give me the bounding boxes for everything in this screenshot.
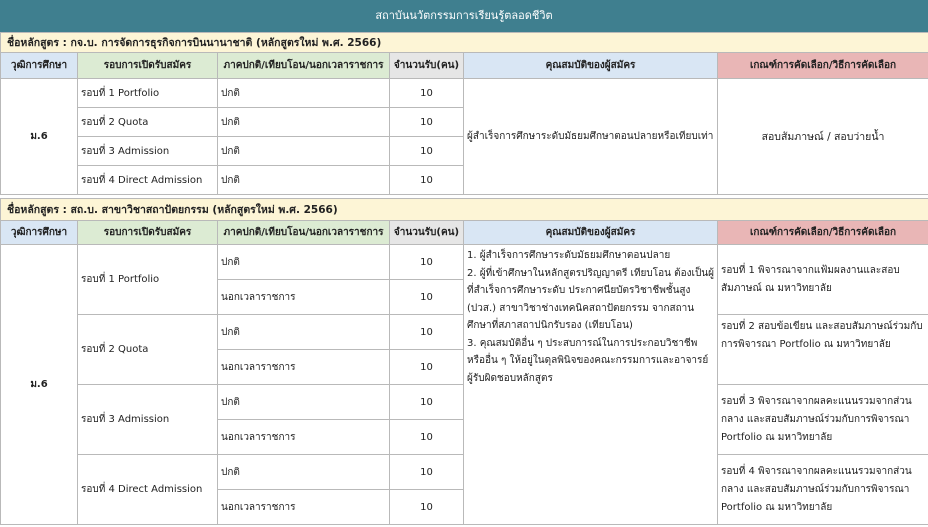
header-seats: จำนวนรับ(คน) <box>390 221 464 245</box>
term-cell: ปกติ <box>218 166 390 195</box>
program1-qualification: ผู้สำเร็จการศึกษาระดับมัธยมศึกษาตอนปลายหรือเทียบเท่า <box>464 79 718 195</box>
header-term: ภาคปกติ/เทียบโอน/นอกเวลาราชการ <box>218 53 390 79</box>
round-cell: รอบที่ 1 Portfolio <box>78 79 218 108</box>
seats-cell: 10 <box>390 420 464 455</box>
qualification-item: 3. คุณสมบัติอื่น ๆ ประสบการณ์ในการประกอบวิชาชีพ หรืออื่น ๆ ให้อยู่ในดุลพินิจของคณะกรรมการและอาจารย์ผู้รับผิดชอบหลักสูตร <box>467 337 709 384</box>
term-cell: ปกติ <box>218 455 390 490</box>
qualification-item: 2. ผู้ที่เข้าศึกษาในหลักสูตรปริญญาตรี เทียบโอน ต้องเป็นผู้ที่สำเร็จการศึกษาระดับ ประกาศนียบัตรวิชาชีพชั้นสูง (ปวส.) สาขาวิชาช่างเทคนิคสถาปัตยกรรม จากสถานศึกษาที่สภาสถาปนิกรับรอง (เทียบโอน) <box>467 267 714 331</box>
seats-cell: 10 <box>390 315 464 350</box>
round-cell: รอบที่ 3 Admission <box>78 385 218 455</box>
criteria-cell: รอบที่ 4 พิจารณาจากผลคะแนนรวมจากส่วนกลาง และสอบสัมภาษณ์ร่วมกับการพิจารณา Portfolio ณ มหาวิทยาลัย <box>718 455 928 525</box>
program2-qualification <box>464 245 718 525</box>
seats-cell: 10 <box>390 350 464 385</box>
criteria-cell: รอบที่ 2 สอบข้อเขียน และสอบสัมภาษณ์ร่วมกับการพิจารณา Portfolio ณ มหาวิทยาลัย <box>718 315 928 385</box>
header-qualification: คุณสมบัติของผู้สมัคร <box>464 53 718 79</box>
seats-cell: 10 <box>390 79 464 108</box>
program1-criteria: สอบสัมภาษณ์ / สอบว่ายน้ำ <box>718 79 928 195</box>
term-cell: นอกเวลาราชการ <box>218 490 390 525</box>
seats-cell: 10 <box>390 245 464 280</box>
term-cell: นอกเวลาราชการ <box>218 350 390 385</box>
criteria-cell: รอบที่ 1 พิจารณาจากแฟ้มผลงานและสอบสัมภาษณ์ ณ มหาวิทยาลัย <box>718 245 928 315</box>
program1-table <box>0 32 928 195</box>
header-qualification: คุณสมบัติของผู้สมัคร <box>464 221 718 245</box>
table-row <box>1 245 928 280</box>
term-cell: ปกติ <box>218 315 390 350</box>
term-cell: ปกติ <box>218 137 390 166</box>
term-cell: ปกติ <box>218 108 390 137</box>
program2-name: ชื่อหลักสูตร : สถ.บ. สาขาวิชาสถาปัตยกรรม (หลักสูตรใหม่ พ.ศ. 2566) <box>1 199 928 221</box>
program2-education: ม.6 <box>1 245 78 525</box>
header-criteria: เกณฑ์การคัดเลือก/วิธีการคัดเลือก <box>718 221 928 245</box>
seats-cell: 10 <box>390 166 464 195</box>
seats-cell: 10 <box>390 385 464 420</box>
round-cell: รอบที่ 3 Admission <box>78 137 218 166</box>
table-row <box>1 79 928 108</box>
header-round: รอบการเปิดรับสมัคร <box>78 221 218 245</box>
seats-cell: 10 <box>390 108 464 137</box>
header-criteria: เกณฑ์การคัดเลือก/วิธีการคัดเลือก <box>718 53 928 79</box>
round-cell: รอบที่ 4 Direct Admission <box>78 166 218 195</box>
round-cell: รอบที่ 4 Direct Admission <box>78 455 218 525</box>
term-cell: นอกเวลาราชการ <box>218 280 390 315</box>
header-seats: จำนวนรับ(คน) <box>390 53 464 79</box>
seats-cell: 10 <box>390 280 464 315</box>
header-education: วุฒิการศึกษา <box>1 221 78 245</box>
seats-cell: 10 <box>390 490 464 525</box>
round-cell: รอบที่ 1 Portfolio <box>78 245 218 315</box>
term-cell: ปกติ <box>218 385 390 420</box>
term-cell: นอกเวลาราชการ <box>218 420 390 455</box>
seats-cell: 10 <box>390 455 464 490</box>
round-cell: รอบที่ 2 Quota <box>78 108 218 137</box>
page-title: สถาบันนวัตกรรมการเรียนรู้ตลอดชีวิต <box>0 0 928 32</box>
round-cell: รอบที่ 2 Quota <box>78 315 218 385</box>
qualification-item: 1. ผู้สำเร็จการศึกษาระดับมัธยมศึกษาตอนปลาย <box>467 250 671 261</box>
term-cell: ปกติ <box>218 79 390 108</box>
program2-table <box>0 198 928 525</box>
header-round: รอบการเปิดรับสมัคร <box>78 53 218 79</box>
program1-name: ชื่อหลักสูตร : กจ.บ. การจัดการธุรกิจการบินนานาชาติ (หลักสูตรใหม่ พ.ศ. 2566) <box>1 33 928 53</box>
program1-education: ม.6 <box>1 79 78 195</box>
criteria-cell: รอบที่ 3 พิจารณาจากผลคะแนนรวมจากส่วนกลาง และสอบสัมภาษณ์ร่วมกับการพิจารณา Portfolio ณ มหาวิทยาลัย <box>718 385 928 455</box>
header-term: ภาคปกติ/เทียบโอน/นอกเวลาราชการ <box>218 221 390 245</box>
header-education: วุฒิการศึกษา <box>1 53 78 79</box>
term-cell: ปกติ <box>218 245 390 280</box>
seats-cell: 10 <box>390 137 464 166</box>
